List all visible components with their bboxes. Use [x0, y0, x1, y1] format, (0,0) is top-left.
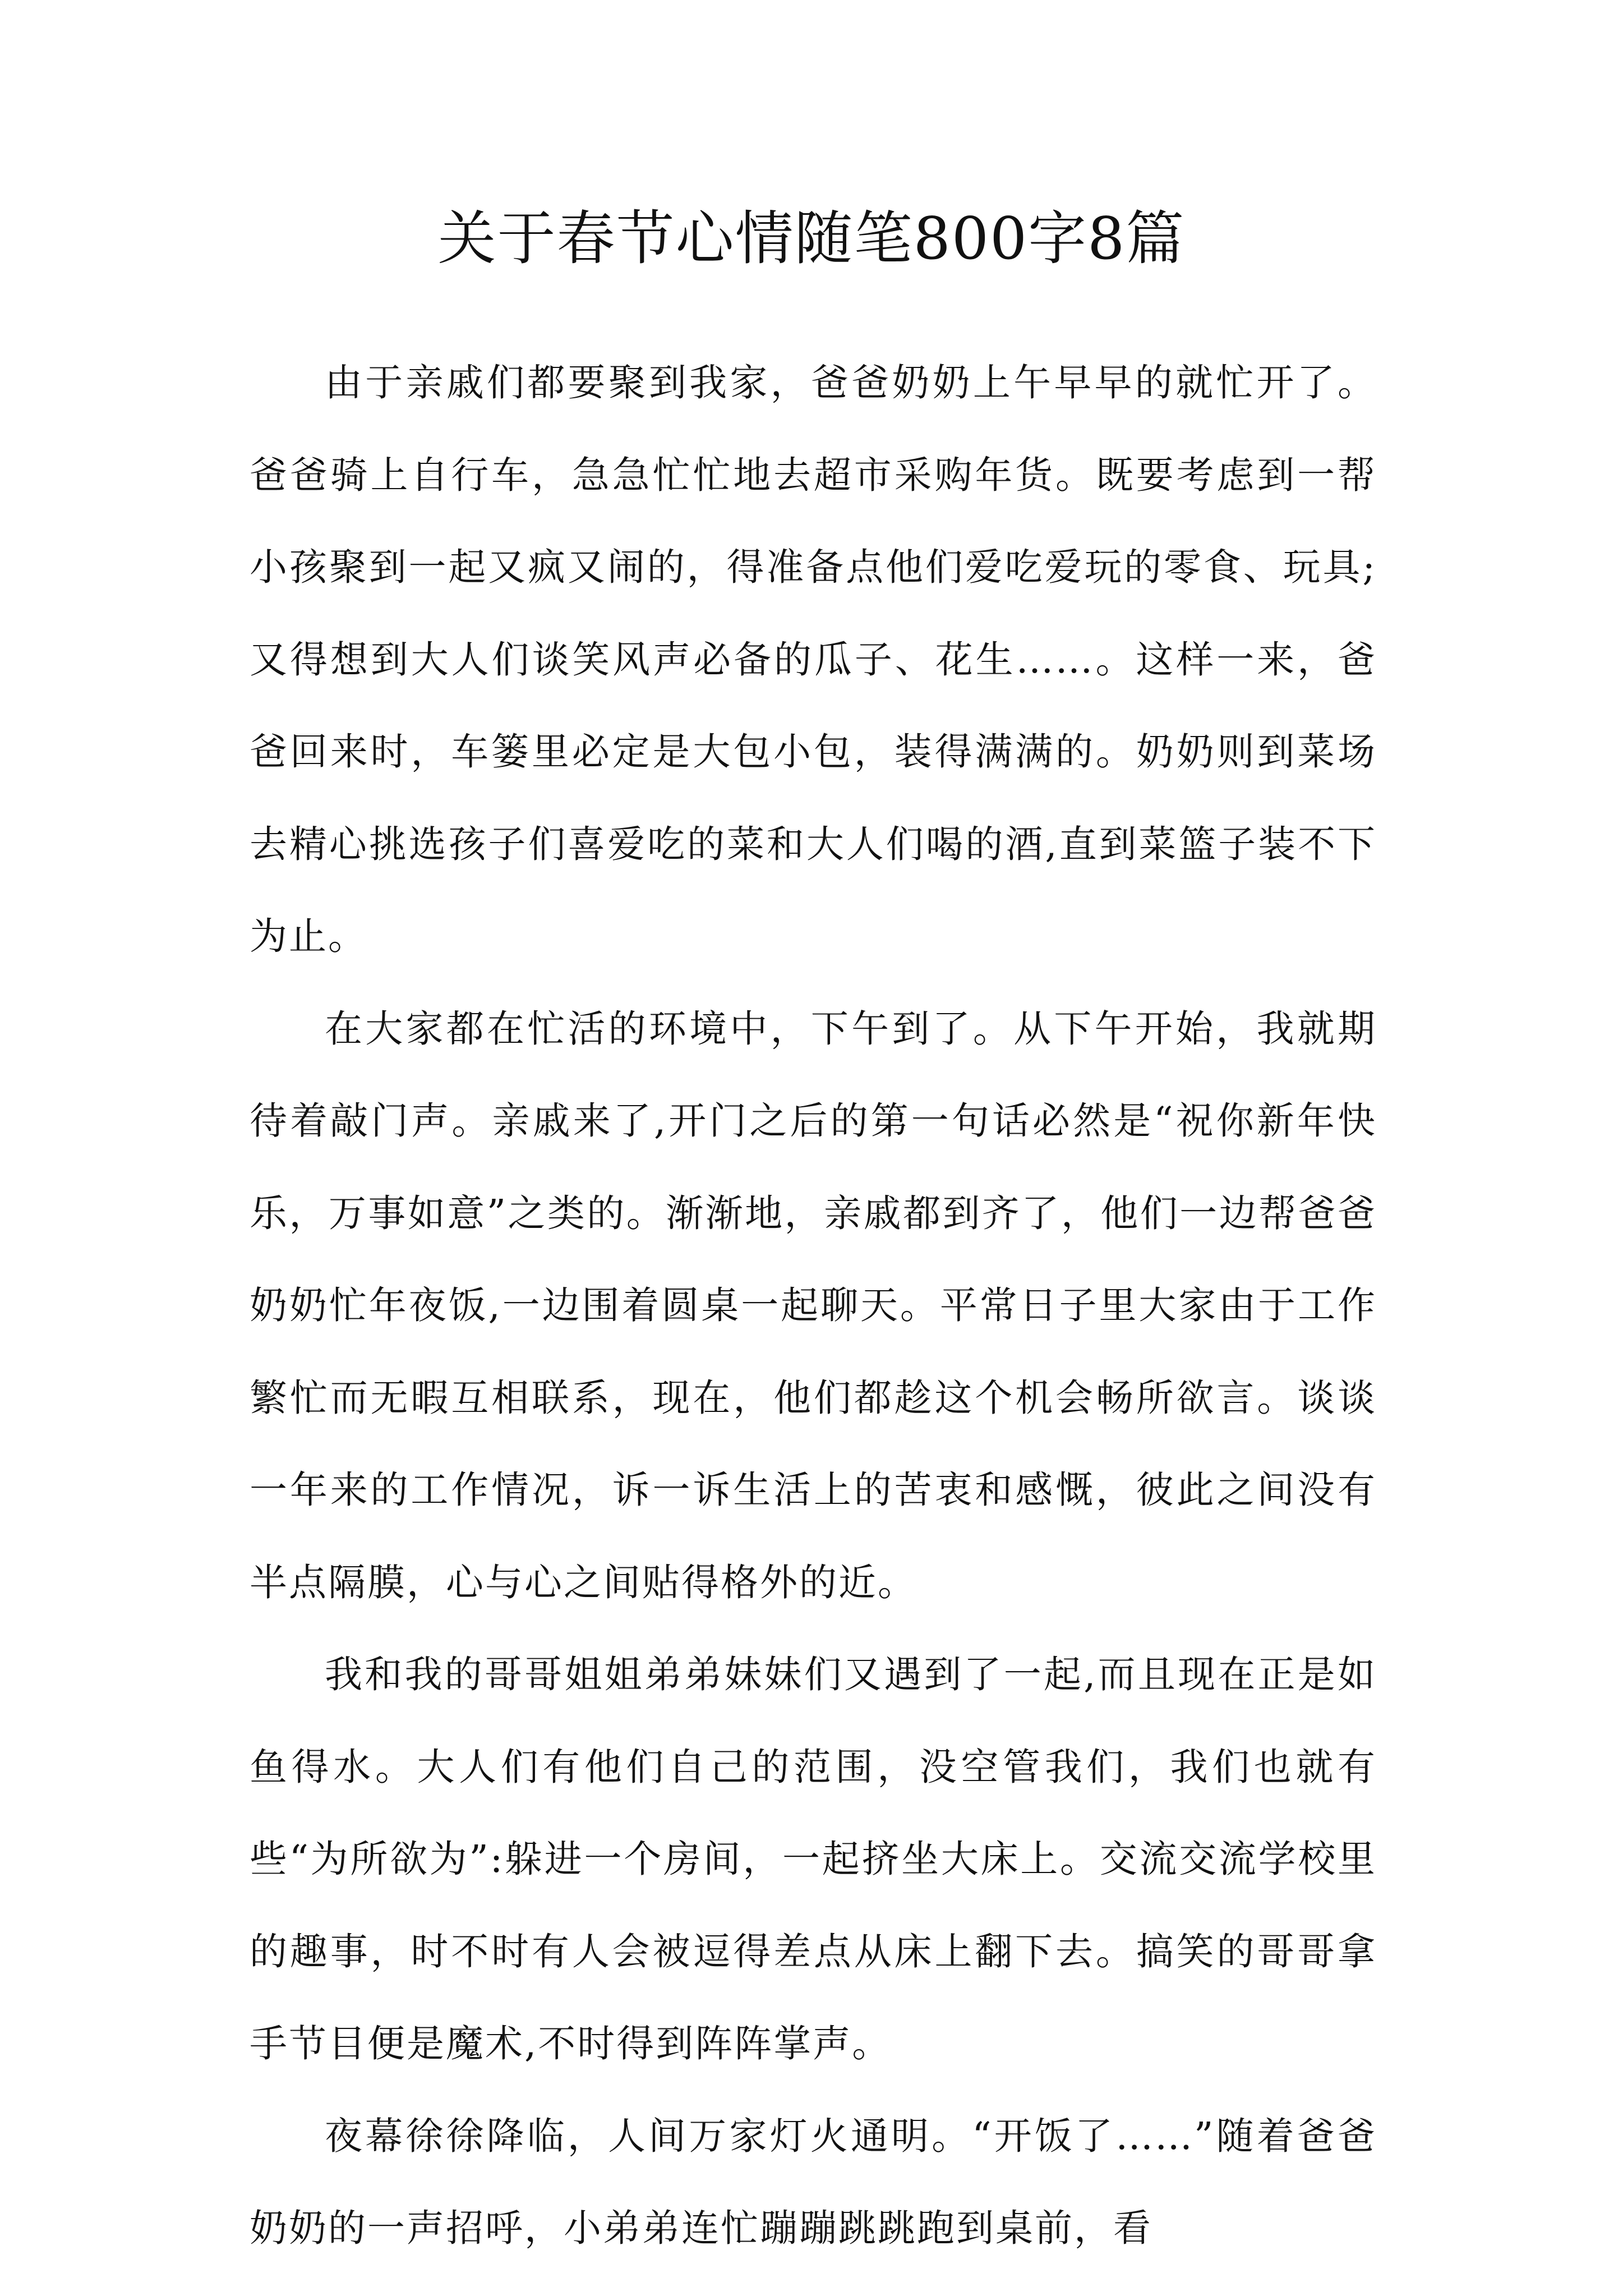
- paragraph: 在大家都在忙活的环境中，下午到了。从下午开始，我就期待着敲门声。亲戚来了,开门之后的第一句话必然是“祝你新年快乐，万事如意”之类的。渐渐地，亲戚都到齐了，他们一边帮爸爸奶奶忙年夜饭,一边围着圆桌一起聊天。平常日子里大家由于工作繁忙而无暇互相联系，现在，他们都趁这个机会畅所欲言。谈谈一年来的工作情况，诉一诉生活上的苦衷和感慨，彼此之间没有半点隔膜，心与心之间贴得格外的近。: [250, 1006, 1377, 1604]
- document-title: 关于春节心情随笔800字8篇: [437, 204, 1186, 273]
- paragraph: 我和我的哥哥姐姐弟弟妹妹们又遇到了一起,而且现在正是如鱼得水。大人们有他们自己的范围，没空管我们，我们也就有些“为所欲为”:躲进一个房间，一起挤坐大床上。交流交流学校里的趣事，时不时有人会被逗得差点从床上翻下去。搞笑的哥哥拿手节目便是魔术,不时得到阵阵掌声。: [250, 1653, 1377, 2065]
- paragraph: 由于亲戚们都要聚到我家，爸爸奶奶上午早早的就忙开了。爸爸骑上自行车，急急忙忙地去超市采购年货。既要考虑到一帮小孩聚到一起又疯又闹的，得准备点他们爱吃爱玩的零食、玩具;又得想到大人们谈笑风声必备的瓜子、花生……。这样一来，爸爸回来时，车篓里必定是大包小包，装得满满的。奶奶则到菜场去精心挑选孩子们喜爱吃的菜和大人们喝的酒,直到菜篮子装不下为止。: [250, 361, 1377, 958]
- document-body: [250, 337, 1377, 2275]
- paragraph: 夜幕徐徐降临，人间万家灯火通明。“开饭了……”随着爸爸奶奶的一声招呼，小弟弟连忙蹦蹦跳跳跑到桌前，看: [250, 2114, 1377, 2250]
